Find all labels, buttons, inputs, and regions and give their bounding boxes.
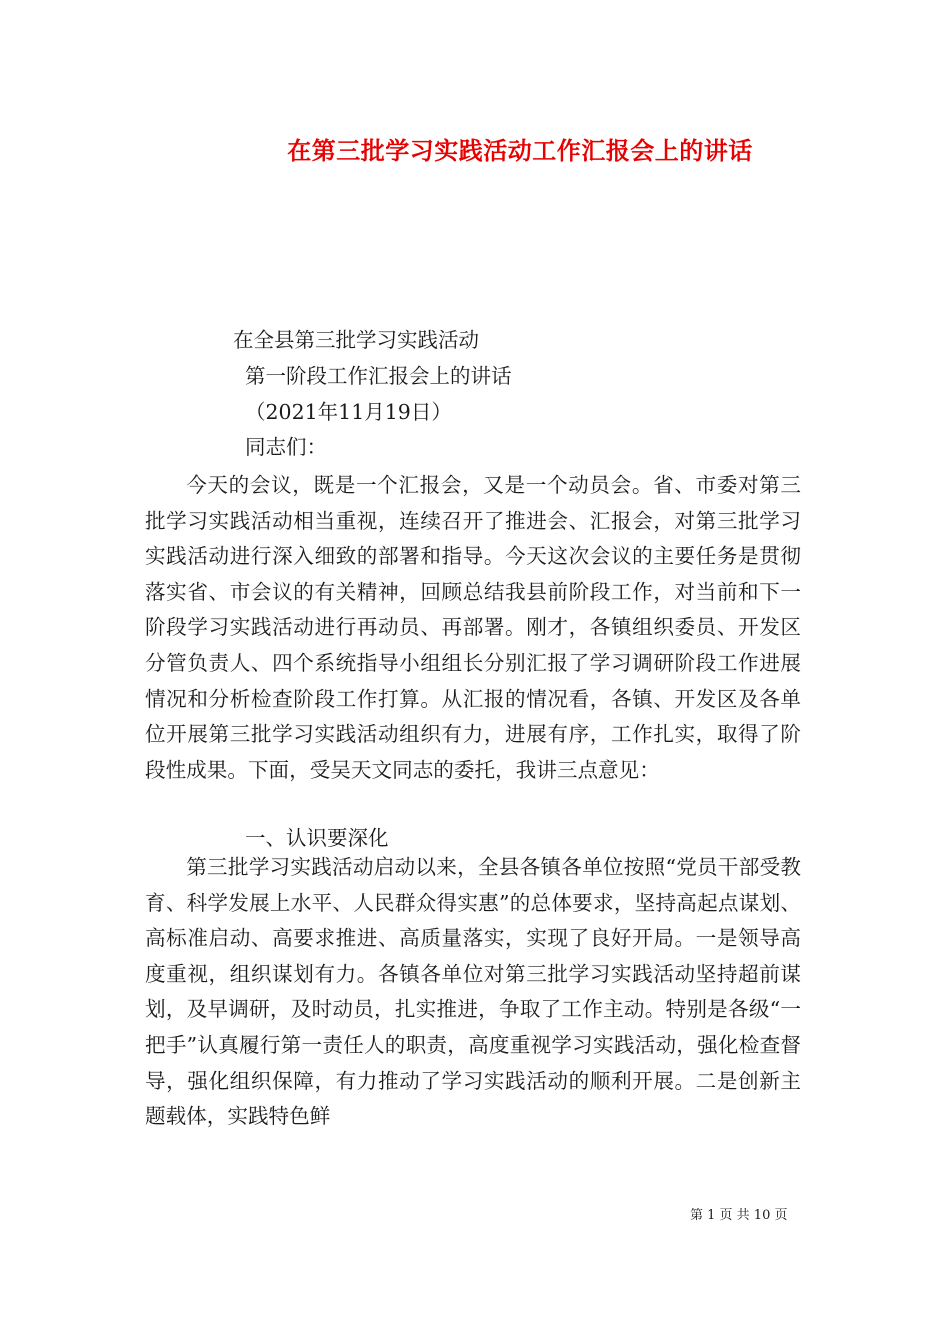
salutation: 同志们： xyxy=(245,435,327,459)
page-number: 第 1 页 共 10 页 xyxy=(690,1208,788,1223)
subtitle-line-2: 第一阶段工作汇报会上的讲话 xyxy=(245,364,512,388)
paragraph-1: 今天的会议，既是一个汇报会，又是一个动员会。省、市委对第三批学习实践活动相当重视，连续召开了推进会、汇报会，对第三批学习实践活动进行深入细致的部署和指导。今天这次会议的主要任务是贯彻落实省、市会议的有关精神，回顾总结我县前阶段工作，对当前和下一阶段学习实践活动进行再动员、再部署。刚才，各镇组织委员、开发区分管负责人、四个系统指导小组组长分别汇报了学习调研阶段工作进展情况和分析检查阶段工作打算。从汇报的情况看，各镇、开发区及各单位开展第三批学习实践活动组织有力，进展有序，工作扎实，取得了阶段性成果。下面，受吴天文同志的委托，我讲三点意见： xyxy=(145,473,801,782)
paragraph-2: 第三批学习实践活动启动以来，全县各镇各单位按照“党员干部受教育、科学发展上水平、人民群众得实惠”的总体要求，坚持高起点谋划、高标准启动、高要求推进、高质量落实，实现了良好开局。一是领导高度重视，组织谋划有力。各镇各单位对第三批学习实践活动坚持超前谋划，及早调研，及时动员，扎实推进，争取了工作主动。特别是各级“一把手”认真履行第一责任人的职责，高度重视学习实践活动，强化检查督导，强化组织保障，有力推动了学习实践活动的顺利开展。二是创新主题载体，实践特色鲜 xyxy=(145,855,801,1129)
section-1-heading: 一、认识要深化 xyxy=(245,826,389,850)
speech-date: （2021年11月19日） xyxy=(245,400,452,424)
subtitle-line-1: 在全县第三批学习实践活动 xyxy=(233,328,479,352)
document-title: 在第三批学习实践活动工作汇报会上的讲话 xyxy=(287,136,753,165)
